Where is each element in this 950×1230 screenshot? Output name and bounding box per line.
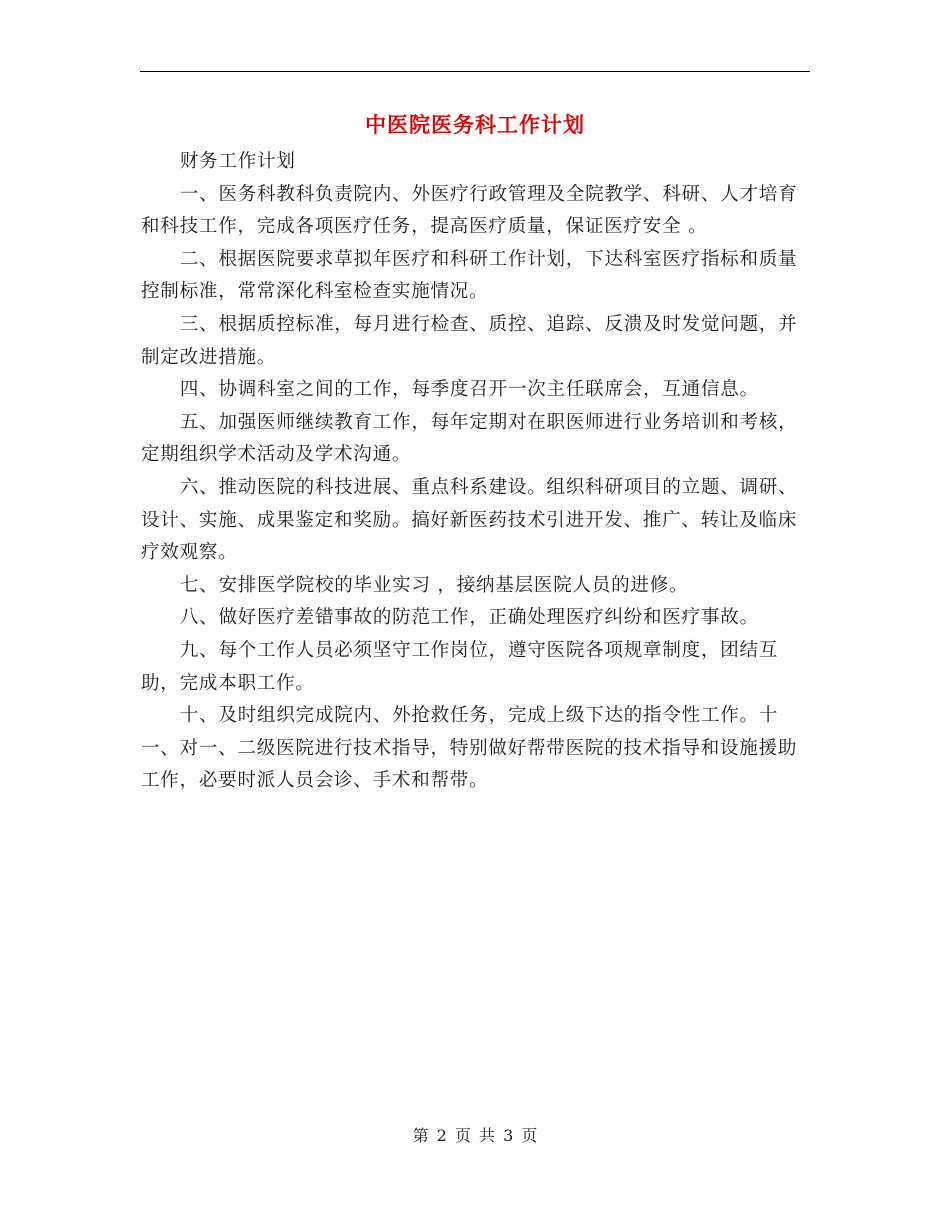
- paragraph-10: 十、及时组织完成院内、外抢救任务，完成上级下达的指令性工作。十一、对一、二级医院进行技术指导，特别做好帮带医院的技术指导和设施援助工作，必要时派人员会诊、手术和帮带。: [141, 705, 798, 792]
- document-subtitle: 财务工作计划: [179, 151, 296, 172]
- paragraph-1: 一、医务科教科负责院内、外医疗行政管理及全院教学、科研、人才培育和科技工作，完成各项医疗任务，提高医疗质量，保证医疗安全 。: [141, 183, 798, 238]
- paragraph-6: 六、推动医院的科技进展、重点科系建设。组织科研项目的立题、调研、设计、实施、成果鉴定和奖励。搞好新医药技术引进开发、推广、转让及临床疗效观察。: [141, 476, 798, 564]
- paragraph-2: 二、根据医院要求草拟年医疗和科研工作计划，下达科室医疗指标和质量控制标准，常常深化科室检查实施情况。: [141, 248, 798, 303]
- paragraph-3: 三、根据质控标准，每月进行检查、质控、追踪、反溃及时发觉问题，并制定改进措施。: [141, 313, 798, 368]
- header-rule: [140, 71, 810, 72]
- paragraph-8: 八、做好医疗差错事故的防范工作，正确处理医疗纠纷和医疗事故。: [179, 607, 759, 629]
- paragraph-5: 五、加强医师继续教育工作，每年定期对在职医师进行业务培训和考核，定期组织学术活动及学术沟通。: [141, 411, 798, 466]
- page-number: 第 2 页 共 3 页: [412, 1126, 538, 1145]
- paragraph-7: 七、安排医学院校的毕业实习 ，接纳基层医院人员的进修。: [179, 574, 689, 596]
- paragraph-9: 九、每个工作人员必须坚守工作岗位，遵守医院各项规章制度，团结互助，完成本职工作。: [141, 639, 779, 694]
- document-title: 中医院医务科工作计划: [365, 113, 585, 137]
- paragraph-4: 四、协调科室之间的工作，每季度召开一次主任联席会，互通信息。: [179, 379, 759, 401]
- document-body: [141, 146, 813, 798]
